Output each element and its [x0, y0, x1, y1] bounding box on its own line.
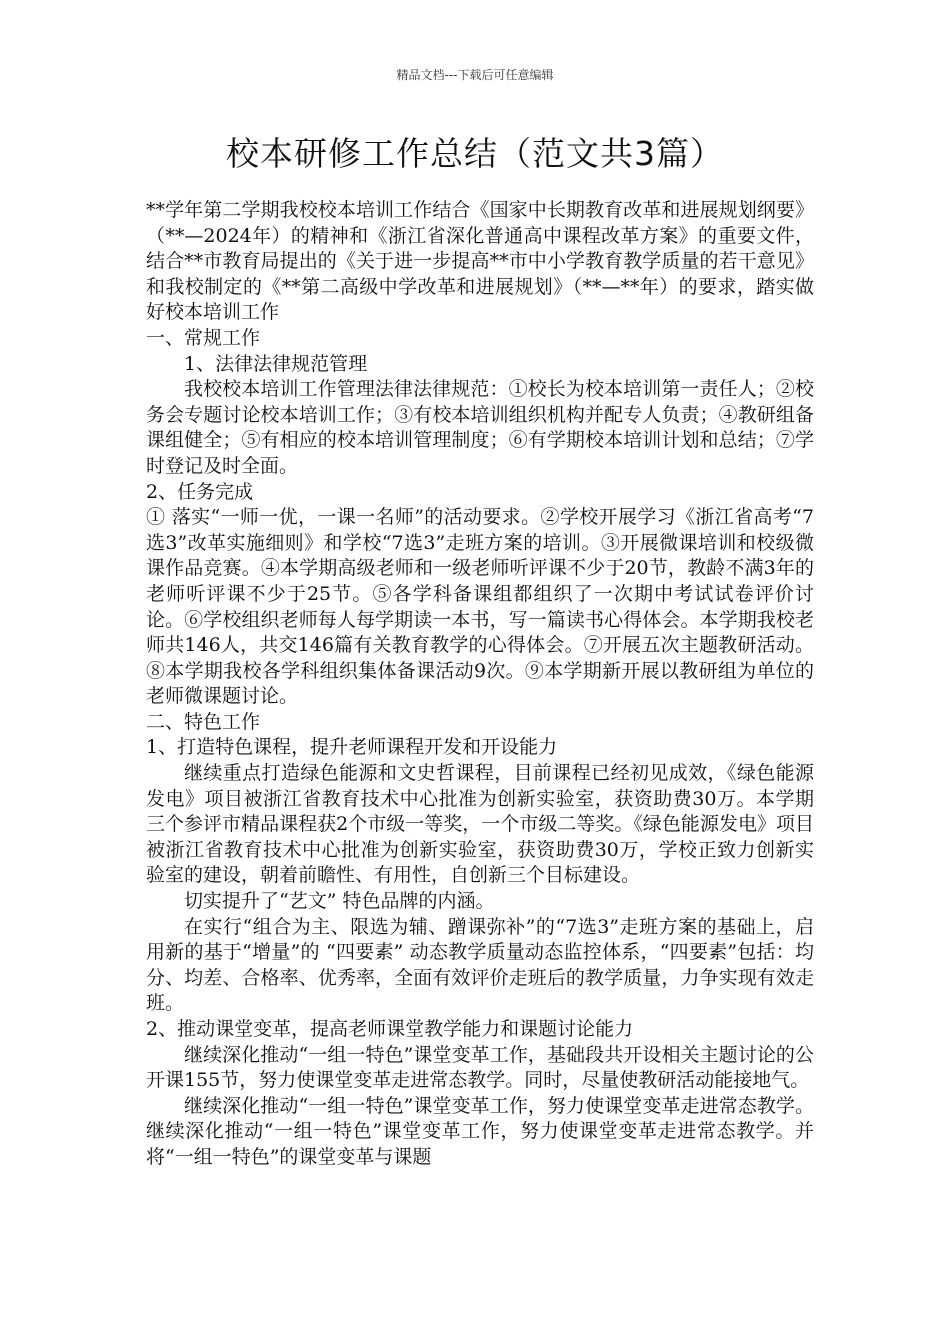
paragraph: 我校校本培训工作管理法律法律规范：①校长为校本培训第一责任人；②校务会专题讨论校本培训工作；③有校本培训组织机构并配专人负责；④教研组备课组健全；⑤有相应的校本培训管理制度；⑥有学期校本培训计划和总结；⑦学时登记及时全面。 [146, 378, 814, 477]
document-body [146, 198, 814, 1171]
paragraph: 1、法律法律规范管理 [184, 352, 368, 375]
paragraph: 2、任务完成 [146, 480, 254, 503]
page-header-note: 精品文档---下载后可任意编辑 [396, 68, 554, 82]
paragraph: 1、打造特色课程，提升老师课程开发和开设能力 [146, 736, 558, 759]
paragraph: 一、常规工作 [146, 326, 261, 349]
paragraph: 在实行“组合为主、限选为辅、蹭课弥补”的“7选3”走班方案的基础上，启用新的基于“增量”的 “四要素” 动态教学质量动态监控体系，“四要素”包括：均分、均差、合格率、优秀率，全面有效评价走班后的教学质量，力争实现有效走班。 [146, 915, 814, 1015]
paragraph: 切实提升了“艺文” 特色品牌的内涵。 [184, 890, 495, 913]
paragraph: 继续深化推动“一组一特色”课堂变革工作，努力使课堂变革走进常态教学。继续深化推动“一组一特色”课堂变革工作，努力使课堂变革走进常态教学。并将“一组一特色”的课堂变革与课题 [146, 1094, 814, 1168]
paragraph: ① 落实“一师一优，一课一名师”的活动要求。②学校开展学习《浙江省高考“7选3”改革实施细则》和学校“7选3”走班方案的培训。③开展微课培训和校级微课作品竞赛。④本学期高级老师和一级老师听评课不少于20节，教龄不满3年的老师听评课不少于25节。⑤各学科备课组都组织了一次期中考试试卷评价讨论。⑥学校组织老师每人每学期读一本书，写一篇读书心得体会。本学期我校老师共146人，共交146篇有关教育教学的心得体会。⑦开展五次主题教研活动。⑧本学期我校各学科组织集体备课活动9次。⑨本学期新开展以教研组为单位的老师微课题讨论。 [146, 506, 814, 708]
paragraph: 继续重点打造绿色能源和文史哲课程，目前课程已经初见成效，《绿色能源发电》项目被浙江省教育技术中心批准为创新实验室，获资助费30万。本学期三个参评市精品课程获2个市级一等奖，一个市级二等奖。《绿色能源发电》项目被浙江省教育技术中心批准为创新实验室，获资助费30万，学校正致力创新实验室的建设，朝着前瞻性、有用性，自创新三个目标建设。 [146, 762, 814, 887]
paragraph: 二、特色工作 [146, 710, 261, 733]
document-title: 校本研修工作总结（范文共3篇） [226, 134, 724, 173]
paragraph: **学年第二学期我校校本培训工作结合《国家中长期教育改革和进展规划纲要》（**—2024年）的精神和《浙江省深化普通高中课程改革方案》的重要文件，结合**市教育局提出的《关于进一步提高**市中小学教育教学质量的若干意见》和我校制定的《**第二高级中学改革和进展规划》（**—**年）的要求，踏实做好校本培训工作 [146, 199, 814, 324]
paragraph: 继续深化推动“一组一特色”课堂变革工作，基础段共开设相关主题讨论的公开课155节，努力使课堂变革走进常态教学。同时，尽量使教研活动能接地气。 [146, 1043, 814, 1092]
paragraph: 2、推动课堂变革，提高老师课堂教学能力和课题讨论能力 [146, 1018, 634, 1040]
